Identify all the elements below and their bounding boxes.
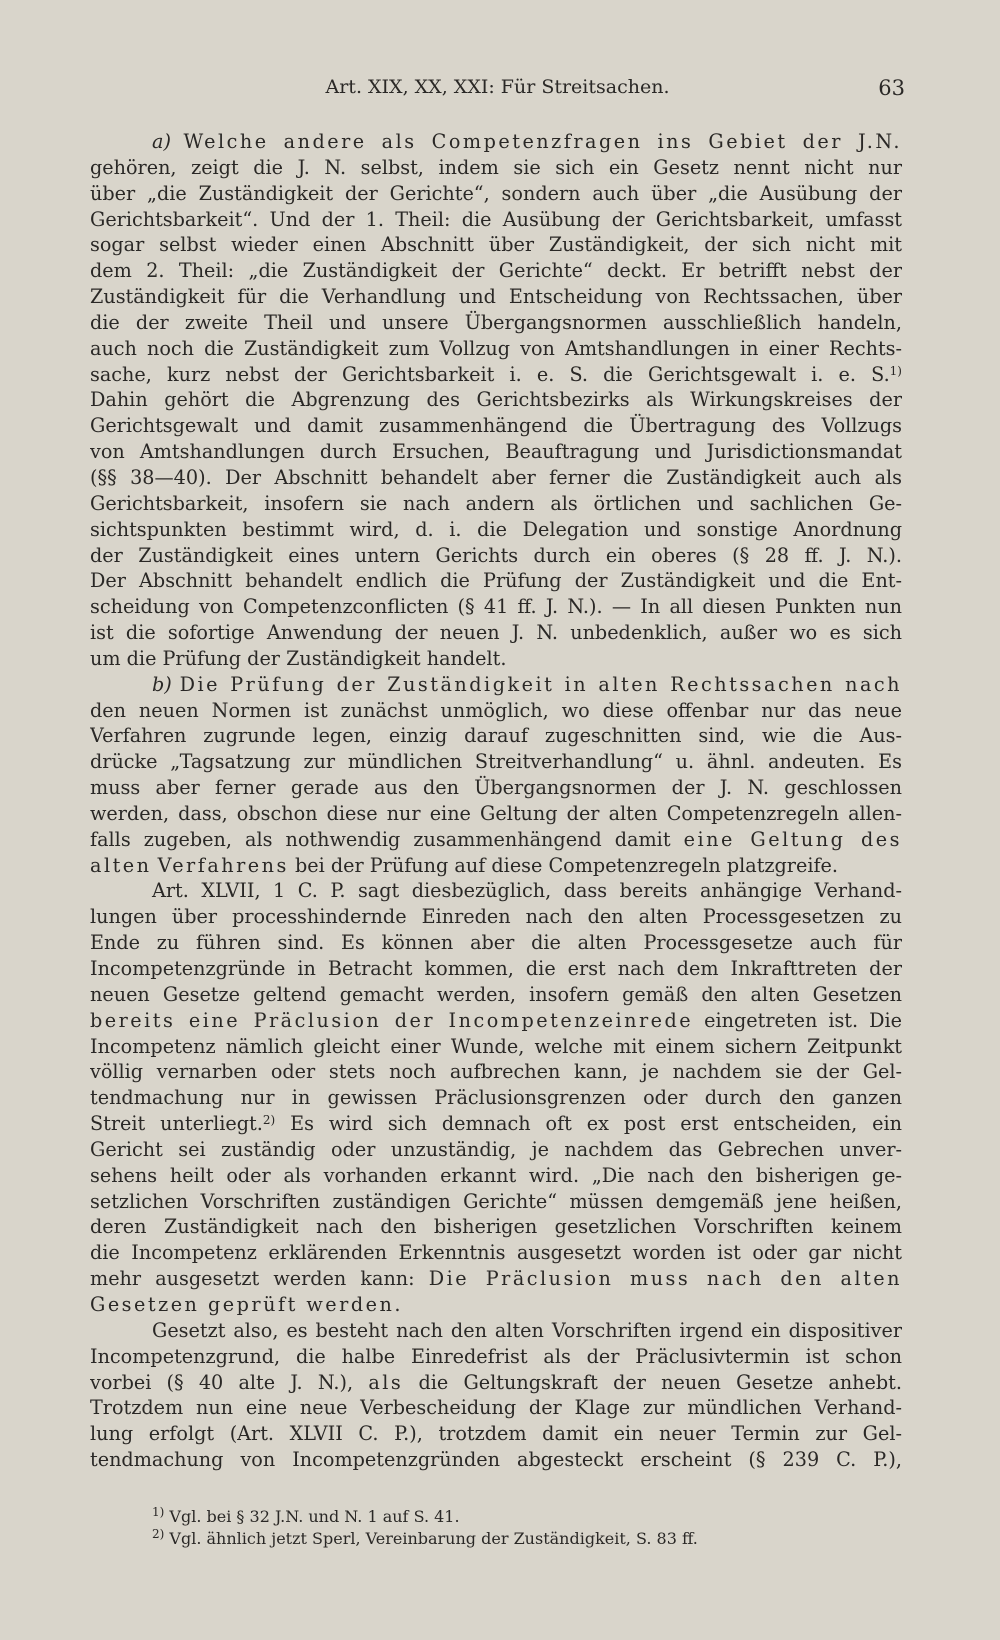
text-line: von Amtshandlungen durch Ersuchen, Beauftragung und Jurisdictionsmandat — [90, 440, 902, 464]
text-line: dem 2. Theil: „die Zuständigkeit der Gerichte“ deckt. Er betrifft nebst der — [90, 259, 902, 283]
text-line: setzlichen Vorschriften zuständigen Gerichte“ müssen demgemäß jene heißen, — [90, 1189, 902, 1213]
text-line: Incompetenz nämlich gleicht einer Wunde, welche mit einem sichern Zeitpunkt — [90, 1034, 902, 1058]
footnote-ref[interactable]: 1) — [889, 363, 902, 378]
text-line: bereits eine Präclusion der Incompetenzeinrede eingetreten ist. Die — [90, 1008, 902, 1032]
text-line: gehören, zeigt die J. N. selbst, indem sie sich ein Gesetz nennt nicht nur — [90, 155, 902, 179]
text-line: die der zweite Theil und unsere Übergangsnormen ausschließlich handeln, — [90, 310, 902, 334]
text-line: sache, kurz nebst der Gerichtsbarkeit i. e. S. die Gerichtsgewalt i. e. S.$^{1)}$ — [90, 362, 902, 386]
text-line: sichtspunkten bestimmt wird, d. i. die Delegation und sonstige Anordnung — [90, 517, 902, 541]
text-line: deren Zuständigkeit nach den bisherigen gesetzlichen Vorschriften keinem — [90, 1215, 902, 1239]
emphasis: eine Geltung des — [683, 827, 902, 851]
text-line: tendmachung von Incompetenzgründen abgesteckt erscheint (§ 239 C. P.), — [90, 1448, 902, 1472]
text-line: Zuständigkeit für die Verhandlung und Entscheidung von Rechtssachen, über — [90, 285, 902, 309]
running-header — [90, 76, 905, 106]
text-line: Gerichtsgewalt und damit zusammenhängend die Übertragung des Vollzugs — [90, 414, 902, 438]
section-marker-a: a) — [152, 130, 171, 153]
text-line: sehens heilt oder als vorhanden erkannt wird. „Die nach den bisherigen ge- — [90, 1163, 902, 1187]
text-line: Ende zu führen sind. Es können aber die alten Processgesetze auch für — [90, 931, 902, 955]
text-line: Trotzdem nun eine neue Verbescheidung der Klage zur mündlichen Verhand- — [90, 1396, 902, 1420]
footnote-ref[interactable]: 2) — [262, 1113, 276, 1128]
text-line: Streit unterliegt.$^{2)}$ Es wird sich demnach oft ex post erst entscheiden, ein — [90, 1112, 902, 1136]
text-line: völlig vernarben oder stets noch aufbrechen kann, je nachdem sie der Gel- — [90, 1060, 902, 1084]
text-line: (§§ 38—40). Der Abschnitt behandelt aber ferner die Zuständigkeit auch als — [90, 465, 902, 489]
text-line: um die Prüfung der Zuständigkeit handelt. — [90, 646, 507, 670]
text-line: muss aber ferner gerade aus den Übergangsnormen der J. N. geschlossen — [90, 776, 902, 800]
footnote-marker: 1) — [152, 1505, 165, 1519]
text-line: Der Abschnitt behandelt endlich die Prüfung der Zuständigkeit und die Ent- — [90, 569, 902, 593]
text-line: mehr ausgesetzt werden kann: Die Präclusion muss nach den alten — [90, 1267, 902, 1291]
section-marker-b: b) — [152, 672, 172, 696]
emphasis: bereits eine Präclusion der Incompetenzeinrede — [90, 1008, 694, 1032]
text-line: die Incompetenz erklärenden Erkenntnis ausgesetzt worden ist oder gar nicht — [90, 1241, 902, 1265]
text-line: falls zugeben, als nothwendig zusammenhängend damit eine Geltung des — [90, 827, 902, 851]
emphasis: Die Präclusion muss nach den alten — [428, 1267, 902, 1291]
footnotes — [152, 1506, 905, 1550]
text-line: Gerichtsbarkeit“. Und der 1. Theil: die Ausübung der Gerichtsbarkeit, umfasst — [90, 207, 902, 231]
text-line: werden, dass, obschon diese nur eine Geltung der alten Competenzregeln allen- — [90, 801, 902, 825]
emphasis: Verfahrens — [157, 853, 289, 877]
text-line: ist die sofortige Anwendung der neuen J. N. unbedenklich, außer wo es sich — [90, 621, 902, 645]
footnote-marker: 2) — [152, 1527, 165, 1541]
text-line: Gesetzt also, es besteht nach den alten Vorschriften irgend ein dispositiver — [152, 1318, 902, 1342]
text-line: Verfahren zugrunde legen, einzig darauf zugeschnitten sind, wie die Aus- — [90, 724, 902, 748]
text-line: über „die Zuständigkeit der Gerichte“, sondern auch über „die Ausübung der — [90, 181, 902, 205]
text-line: drücke „Tagsatzung zur mündlichen Streitverhandlung“ u. ähnl. andeuten. Es — [90, 750, 902, 774]
text-line: Gerichtsbarkeit, insofern sie nach andern als örtlichen und sachlichen Ge- — [90, 491, 902, 515]
text-line: Incompetenzgründe in Betracht kommen, die erst nach dem Inkrafttreten der — [90, 957, 902, 980]
emphasis: als — [368, 1370, 404, 1394]
text-line: lung erfolgt (Art. XLVII C. P.), trotzdem damit ein neuer Termin zur Gel- — [90, 1422, 902, 1446]
main-text — [90, 129, 902, 1473]
text-line: alten Verfahrens bei der Prüfung auf diese Competenzregeln platzgreife. — [90, 853, 839, 877]
text-line: tendmachung nur in gewissen Präclusionsgrenzen oder durch den ganzen — [90, 1086, 902, 1110]
text-line: Dahin gehört die Abgrenzung des Gerichtsbezirks als Wirkungskreises der — [90, 388, 902, 412]
running-title: Art. XIX, XX, XXI: Für Streitsachen. — [325, 76, 670, 98]
text-line: sogar selbst wieder einen Abschnitt über Zuständigkeit, der sich nicht mit — [90, 233, 902, 257]
emphasis: alten — [90, 853, 152, 877]
text-line: a) Welche andere als Competenzfragen ins Gebiet der J.N. — [152, 130, 902, 153]
text-line: der Zuständigkeit eines untern Gerichts durch ein oberes (§ 28 ff. J. N.). — [90, 543, 902, 567]
emphasis: Gesetzen geprüft werden. — [90, 1292, 403, 1316]
page-number: 63 — [878, 76, 905, 100]
text-line: Art. XLVII, 1 C. P. sagt diesbezüglich, dass bereits anhängige Verhand- — [152, 879, 902, 903]
footnote: $^{2)}$ Vgl. ähnlich jetzt Sperl, Vereinbarung der Zuständigkeit, S. 83 ff. — [152, 1527, 698, 1548]
text-line: vorbei (§ 40 alte J. N.), als die Geltungskraft der neuen Gesetze anhebt. — [90, 1370, 902, 1394]
footnote: $^{1)}$ Vgl. bei § 32 J.N. und N. 1 auf S. 41. — [152, 1505, 460, 1526]
text-line: Gericht sei zuständig oder unzuständig, je nachdem das Gebrechen unver- — [90, 1137, 902, 1161]
text-line: auch noch die Zuständigkeit zum Vollzug von Amtshandlungen in einer Rechts- — [90, 336, 902, 360]
text-line: neuen Gesetze geltend gemacht werden, insofern gemäß den alten Gesetzen — [90, 982, 902, 1006]
text-line: lungen über processhindernde Einreden nach den alten Processgesetzen zu — [90, 905, 902, 929]
text-line: den neuen Normen ist zunächst unmöglich, wo diese offenbar nur das neue — [90, 698, 902, 722]
text-line: b) Die Prüfung der Zuständigkeit in alten Rechtssachen nach — [152, 672, 902, 696]
text-line: scheidung von Competenzconflicten (§ 41 ff. J. N.). — In all diesen Punkten nun — [90, 595, 902, 619]
text-line — [90, 1292, 902, 1318]
text-line: Incompetenzgrund, die halbe Einredefrist als der Präclusivtermin ist schon — [90, 1344, 902, 1368]
